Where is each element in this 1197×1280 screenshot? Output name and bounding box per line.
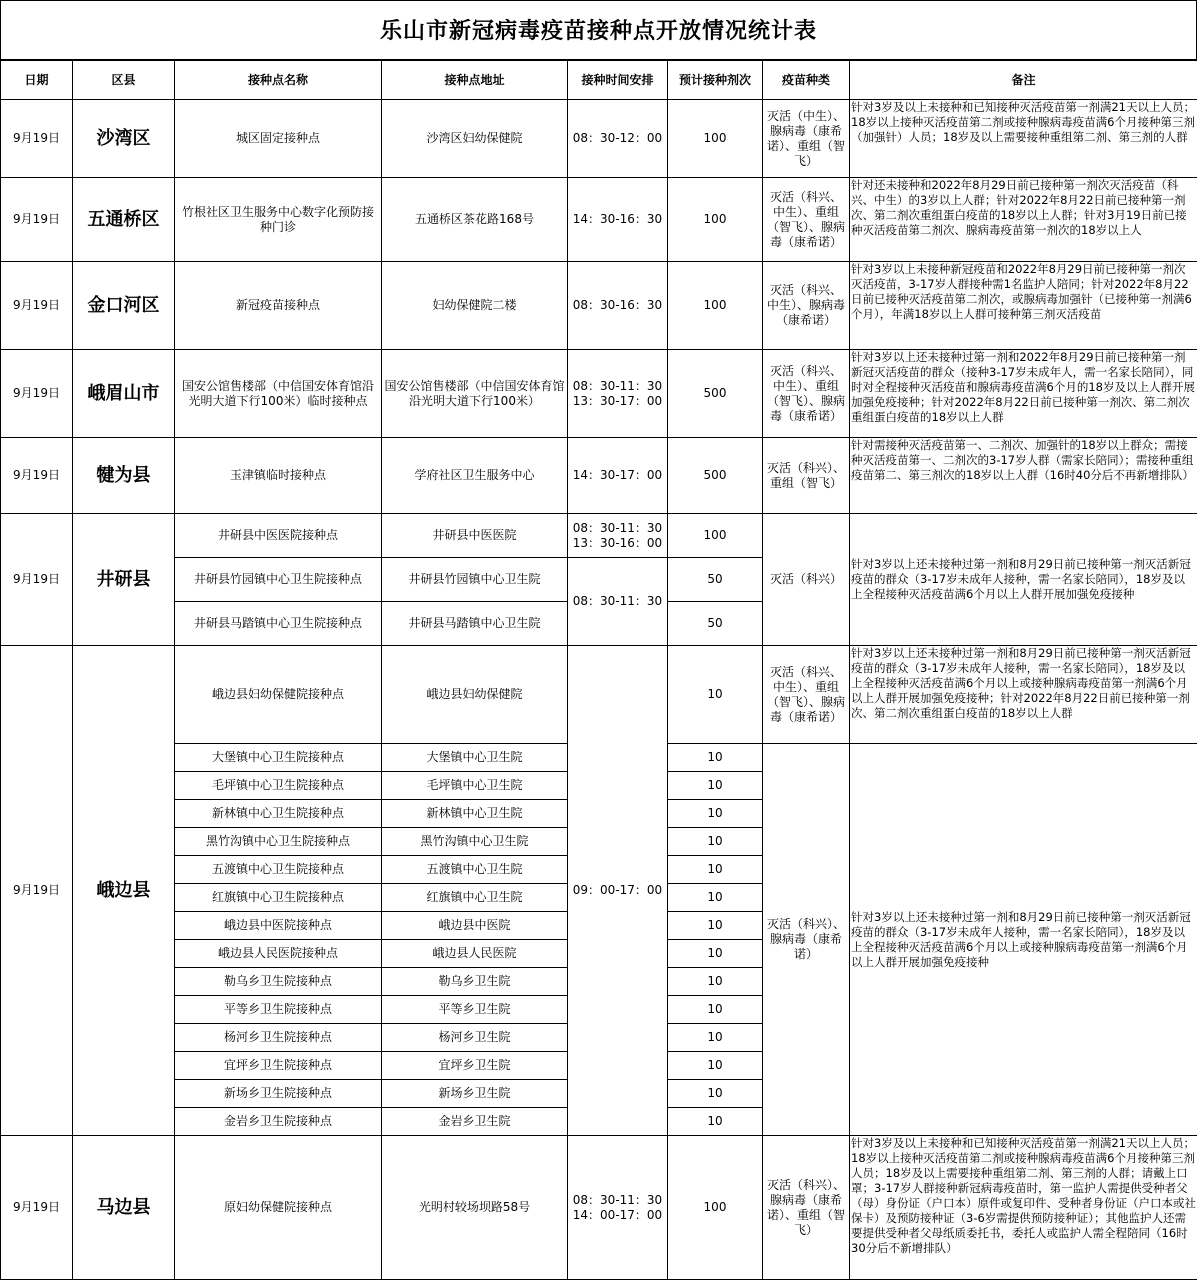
time-line: 13：30-17：00 (572, 393, 663, 408)
doses-cell: 10 (668, 912, 763, 940)
time-cell (568, 1136, 668, 1280)
doses-cell: 100 (668, 100, 763, 178)
header-district: 区县 (73, 61, 175, 100)
site-address-cell: 五渡镇中心卫生院 (382, 856, 568, 884)
date-cell: 9月19日 (1, 100, 73, 178)
site-address-cell: 学府社区卫生服务中心 (382, 438, 568, 514)
site-name-cell: 新冠疫苗接种点 (175, 262, 382, 350)
site-name-cell: 毛坪镇中心卫生院接种点 (175, 772, 382, 800)
doses-cell: 10 (668, 828, 763, 856)
site-name-cell: 玉津镇临时接种点 (175, 438, 382, 514)
date-cell: 9月19日 (1, 1136, 73, 1280)
date-cell: 9月19日 (1, 646, 73, 1136)
site-name-cell: 五渡镇中心卫生院接种点 (175, 856, 382, 884)
site-name-cell: 城区固定接种点 (175, 100, 382, 178)
site-name-cell: 竹根社区卫生服务中心数字化预防接种门诊 (175, 178, 382, 262)
site-address-cell: 红旗镇中心卫生院 (382, 884, 568, 912)
note-cell: 针对3岁以上还未接种过第一剂和2022年8月29日前已接种第一剂新冠灭活疫苗的群众（接种3-17岁未成年人，需一名家长陪同），同时对全程接种灭活疫苗和腺病毒疫苗满6个月的18岁及以上人群开展加强免疫接种；针对2022年8月22日前已接种第一剂次、第二剂次重组蛋白疫苗的18岁以上人群 (850, 350, 1197, 438)
date-cell: 9月19日 (1, 350, 73, 438)
note-cell: 针对3岁及以上未接种和已知接种灭活疫苗第一剂满21天以上人员；18岁以上接种灭活疫苗第二剂或接种腺病毒疫苗满6个月接种第三剂（加强针）人员；18岁及以上需要接种重组第二剂、第三剂的人群 (850, 100, 1197, 178)
table-row (1, 514, 1197, 558)
time-cell: 08：30-12：00 (568, 100, 668, 178)
site-address-cell: 新林镇中心卫生院 (382, 800, 568, 828)
time-cell: 08：30-16：30 (568, 262, 668, 350)
district-cell: 沙湾区 (73, 100, 175, 178)
site-name-cell: 井研县中医医院接种点 (175, 514, 382, 558)
note-cell: 针对需接种灭活疫苗第一、二剂次、加强针的18岁以上群众；需接种灭活疫苗第一、二剂次的3-17岁人群（需家长陪同）；需接种重组疫苗第二、第三剂次的18岁以上人群（16时40分后不再新增排队） (850, 438, 1197, 514)
vaccine-cell: 灭活（科兴）、腺病毒（康希诺）、重组（智飞） (763, 1136, 850, 1280)
site-address-cell: 峨边县中医院 (382, 912, 568, 940)
doses-cell: 10 (668, 884, 763, 912)
doses-cell: 10 (668, 968, 763, 996)
site-address-cell: 沙湾区妇幼保健院 (382, 100, 568, 178)
header-site-address: 接种点地址 (382, 61, 568, 100)
table-row (1, 178, 1197, 262)
note-cell: 针对3岁以上还未接种过第一剂和8月29日前已接种第一剂灭活新冠疫苗的群众（3-17岁未成年人接种，需一名家长陪同），18岁及以上全程接种灭活疫苗满6个月以上或接种腺病毒疫苗第一剂满6个月以上人群开展加强免疫接种；针对2022年8月22日前已接种第一剂次、第二剂次重组蛋白疫苗的18岁以上人群 (850, 646, 1197, 744)
site-address-cell: 新场乡卫生院 (382, 1080, 568, 1108)
doses-cell: 100 (668, 1136, 763, 1280)
site-name-cell: 黑竹沟镇中心卫生院接种点 (175, 828, 382, 856)
site-name-cell: 新林镇中心卫生院接种点 (175, 800, 382, 828)
table-row (1, 350, 1197, 438)
doses-cell: 500 (668, 350, 763, 438)
time-cell (568, 350, 668, 438)
doses-cell: 10 (668, 646, 763, 744)
date-cell: 9月19日 (1, 262, 73, 350)
site-name-cell: 国安公馆售楼部（中信国安体育馆沿光明大道下行100米）临时接种点 (175, 350, 382, 438)
time-cell: 09：00-17：00 (568, 646, 668, 1136)
site-name-cell: 井研县竹园镇中心卫生院接种点 (175, 558, 382, 602)
doses-cell: 10 (668, 1052, 763, 1080)
doses-cell: 10 (668, 940, 763, 968)
site-address-cell: 大堡镇中心卫生院 (382, 744, 568, 772)
date-cell: 9月19日 (1, 178, 73, 262)
note-cell: 针对3岁以上还未接种过第一剂和8月29日前已接种第一剂灭活新冠疫苗的群众（3-17岁未成年人接种，需一名家长陪同），18岁及以上全程接种灭活疫苗满6个月以上人群开展加强免疫接种 (850, 514, 1197, 646)
site-address-cell: 井研县竹园镇中心卫生院 (382, 558, 568, 602)
time-line: 08：30-11：30 (572, 520, 663, 535)
site-address-cell: 井研县马踏镇中心卫生院 (382, 602, 568, 646)
site-name-cell: 原妇幼保健院接种点 (175, 1136, 382, 1280)
site-address-cell: 毛坪镇中心卫生院 (382, 772, 568, 800)
time-line: 13：30-16：00 (572, 535, 663, 550)
doses-cell: 10 (668, 1080, 763, 1108)
time-line: 08：30-11：30 (572, 378, 663, 393)
district-cell: 峨边县 (73, 646, 175, 1136)
vaccine-cell: 灭活（科兴）、腺病毒（康希诺） (763, 744, 850, 1136)
site-name-cell: 新场乡卫生院接种点 (175, 1080, 382, 1108)
site-name-cell: 红旗镇中心卫生院接种点 (175, 884, 382, 912)
vaccination-table (0, 60, 1197, 1280)
table-row (1, 262, 1197, 350)
district-cell: 五通桥区 (73, 178, 175, 262)
site-name-cell: 宜坪乡卫生院接种点 (175, 1052, 382, 1080)
doses-cell: 10 (668, 996, 763, 1024)
site-name-cell: 峨边县中医院接种点 (175, 912, 382, 940)
header-row (1, 61, 1197, 100)
district-cell: 金口河区 (73, 262, 175, 350)
header-site-name: 接种点名称 (175, 61, 382, 100)
district-cell: 峨眉山市 (73, 350, 175, 438)
site-name-cell: 峨边县人民医院接种点 (175, 940, 382, 968)
site-address-cell: 国安公馆售楼部（中信国安体育馆沿光明大道下行100米） (382, 350, 568, 438)
vaccine-cell: 灭活（科兴）、重组（智飞） (763, 438, 850, 514)
vaccine-cell: 灭活（科兴、中生）、重组（智飞）、腺病毒（康希诺） (763, 178, 850, 262)
doses-cell: 50 (668, 558, 763, 602)
table-row (1, 1136, 1197, 1280)
header-doses: 预计接种剂次 (668, 61, 763, 100)
vaccine-cell: 灭活（科兴、中生）、腺病毒（康希诺） (763, 262, 850, 350)
doses-cell: 10 (668, 772, 763, 800)
site-address-cell: 杨河乡卫生院 (382, 1024, 568, 1052)
time-line: 14：00-17：00 (572, 1207, 663, 1222)
vaccine-cell: 灭活（科兴、中生）、重组（智飞）、腺病毒（康希诺） (763, 350, 850, 438)
site-address-cell: 宜坪乡卫生院 (382, 1052, 568, 1080)
vaccine-cell: 灭活（中生）、腺病毒（康希诺）、重组（智飞） (763, 100, 850, 178)
site-address-cell: 妇幼保健院二楼 (382, 262, 568, 350)
site-name-cell: 大堡镇中心卫生院接种点 (175, 744, 382, 772)
note-cell: 针对3岁以上未接种新冠疫苗和2022年8月29日前已接种第一剂次灭活疫苗，3-17岁人群接种需1名监护人陪同；针对2022年8月22日前已接种灭活疫苗第二剂次，或腺病毒加强针（已接种第一剂满6个月），年满18岁以上人群可接种第三剂灭活疫苗 (850, 262, 1197, 350)
doses-cell: 50 (668, 602, 763, 646)
site-address-cell: 五通桥区茶花路168号 (382, 178, 568, 262)
doses-cell: 10 (668, 1108, 763, 1136)
page-title: 乐山市新冠病毒疫苗接种点开放情况统计表 (0, 0, 1197, 60)
doses-cell: 10 (668, 1024, 763, 1052)
time-cell (568, 514, 668, 558)
site-address-cell: 平等乡卫生院 (382, 996, 568, 1024)
district-cell: 马边县 (73, 1136, 175, 1280)
time-line: 08：30-11：30 (572, 1192, 663, 1207)
site-address-cell: 井研县中医医院 (382, 514, 568, 558)
district-cell: 犍为县 (73, 438, 175, 514)
district-cell: 井研县 (73, 514, 175, 646)
header-vaccine: 疫苗种类 (763, 61, 850, 100)
site-name-cell: 金岩乡卫生院接种点 (175, 1108, 382, 1136)
note-cell: 针对3岁以上还未接种过第一剂和8月29日前已接种第一剂灭活新冠疫苗的群众（3-17岁未成年人接种，需一名家长陪同），18岁及以上全程接种灭活疫苗满6个月以上或接种腺病毒疫苗第一剂满6个月以上人群开展加强免疫接种 (850, 744, 1197, 1136)
site-name-cell: 勒乌乡卫生院接种点 (175, 968, 382, 996)
site-address-cell: 金岩乡卫生院 (382, 1108, 568, 1136)
date-cell: 9月19日 (1, 514, 73, 646)
header-note: 备注 (850, 61, 1197, 100)
table-row (1, 100, 1197, 178)
vaccine-cell: 灭活（科兴、中生）、重组（智飞）、腺病毒（康希诺） (763, 646, 850, 744)
table-row (1, 646, 1197, 744)
doses-cell: 10 (668, 856, 763, 884)
site-name-cell: 井研县马踏镇中心卫生院接种点 (175, 602, 382, 646)
site-address-cell: 黑竹沟镇中心卫生院 (382, 828, 568, 856)
header-time: 接种时间安排 (568, 61, 668, 100)
time-cell: 14：30-16：30 (568, 178, 668, 262)
doses-cell: 10 (668, 800, 763, 828)
site-address-cell: 勒乌乡卫生院 (382, 968, 568, 996)
site-name-cell: 峨边县妇幼保健院接种点 (175, 646, 382, 744)
site-address-cell: 峨边县人民医院 (382, 940, 568, 968)
doses-cell: 10 (668, 744, 763, 772)
note-cell: 针对3岁及以上未接种和已知接种灭活疫苗第一剂满21天以上人员；18岁以上接种灭活疫苗第二剂或接种腺病毒疫苗满6个月接种第三剂人员；18岁及以上需要接种重组第二剂、第三剂的人群；请戴上口罩；3-17岁人群接种新冠病毒疫苗时，第一监护人需提供受种者父（母）身份证（户口本）原件或复印件、受种者身份证（户口本或社保卡）及预防接种证（3-6岁需提供预防接种证）；其他监护人还需要提供受种者父母纸质委托书，委托人或监护人需全程陪同（16时30分后不新增排队） (850, 1136, 1197, 1280)
doses-cell: 500 (668, 438, 763, 514)
site-address-cell: 峨边县妇幼保健院 (382, 646, 568, 744)
table-row (1, 438, 1197, 514)
time-cell: 08：30-11：30 (568, 558, 668, 646)
site-name-cell: 平等乡卫生院接种点 (175, 996, 382, 1024)
note-cell: 针对还未接种和2022年8月29日前已接种第一剂次灭活疫苗（科兴、中生）的3岁以上人群；针对2022年8月22日前已接种第一剂次、第二剂次重组蛋白疫苗的18岁以上人群；针对3月19日前已接种灭活疫苗第二剂次、腺病毒疫苗第一剂次的18岁以上人 (850, 178, 1197, 262)
vaccine-cell: 灭活（科兴） (763, 514, 850, 646)
header-date: 日期 (1, 61, 73, 100)
doses-cell: 100 (668, 178, 763, 262)
time-cell: 14：30-17：00 (568, 438, 668, 514)
doses-cell: 100 (668, 262, 763, 350)
site-name-cell: 杨河乡卫生院接种点 (175, 1024, 382, 1052)
doses-cell: 100 (668, 514, 763, 558)
site-address-cell: 光明村较场坝路58号 (382, 1136, 568, 1280)
date-cell: 9月19日 (1, 438, 73, 514)
